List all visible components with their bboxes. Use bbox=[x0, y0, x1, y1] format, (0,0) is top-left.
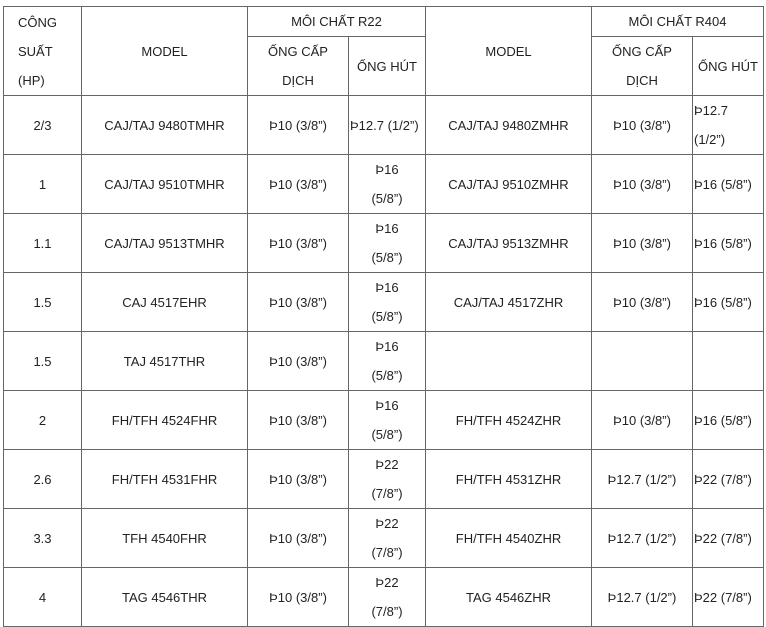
r404-supply-pipe-cell: Þ10 (3/8”) bbox=[592, 214, 693, 273]
capacity-header-line: SUẤT bbox=[18, 43, 53, 59]
r404-model-cell: CAJ/TAJ 9480ZMHR bbox=[426, 96, 592, 155]
r404-supply-pipe-cell: Þ12.7 (1/2”) bbox=[592, 509, 693, 568]
r404-suction-pipe-cell bbox=[693, 391, 764, 450]
capacity-cell: 4 bbox=[4, 568, 82, 627]
suction-pipe-line: (5/8”) bbox=[371, 309, 403, 324]
r22-supply-pipe-cell: Þ10 (3/8”) bbox=[248, 155, 349, 214]
r404-model-cell: FH/TFH 4531ZHR bbox=[426, 450, 592, 509]
suction-pipe-line: Þ22 (7/8”) bbox=[694, 530, 752, 546]
r22-model-cell: TFH 4540FHR bbox=[82, 509, 248, 568]
r404-supply-pipe-cell bbox=[592, 332, 693, 391]
suction-pipe-line: (5/8”) bbox=[371, 250, 403, 265]
r22-suction-pipe-cell bbox=[349, 332, 426, 391]
r404-supply-pipe-cell: Þ10 (3/8”) bbox=[592, 96, 693, 155]
r404-suction-pipe-cell bbox=[693, 155, 764, 214]
r22-suction-pipe-cell bbox=[349, 273, 426, 332]
suction-pipe-line: Þ16 (5/8”) bbox=[694, 176, 752, 192]
capacity-cell: 2 bbox=[4, 391, 82, 450]
suction-pipe-line: (5/8”) bbox=[371, 368, 403, 383]
r22-supply-pipe-cell: Þ10 (3/8”) bbox=[248, 509, 349, 568]
table-row bbox=[4, 332, 764, 391]
r404-model-cell: CAJ/TAJ 9510ZMHR bbox=[426, 155, 592, 214]
r22-supply-pipe-cell: Þ10 (3/8”) bbox=[248, 332, 349, 391]
r22-model-cell: CAJ/TAJ 9480TMHR bbox=[82, 96, 248, 155]
r22-model-cell: TAJ 4517THR bbox=[82, 332, 248, 391]
supply-pipe-header-line: DỊCH bbox=[626, 73, 658, 88]
r404-model-cell: FH/TFH 4540ZHR bbox=[426, 509, 592, 568]
suction-pipe-line: (7/8”) bbox=[371, 604, 403, 619]
r404-suction-pipe-cell bbox=[693, 450, 764, 509]
table-row bbox=[4, 155, 764, 214]
r404-refrigerant-header: MÔI CHẤT R404 bbox=[592, 7, 764, 37]
r22-model-cell: CAJ/TAJ 9513TMHR bbox=[82, 214, 248, 273]
r22-model-cell: FH/TFH 4524FHR bbox=[82, 391, 248, 450]
suction-pipe-line: (5/8”) bbox=[371, 191, 403, 206]
r404-supply-pipe-cell: Þ10 (3/8”) bbox=[592, 391, 693, 450]
r404-model-cell bbox=[426, 332, 592, 391]
suction-pipe-line: Þ16 (5/8”) bbox=[694, 412, 752, 428]
suction-pipe-line: Þ16 bbox=[375, 162, 399, 177]
capacity-cell: 2.6 bbox=[4, 450, 82, 509]
r22-supply-pipe-cell: Þ10 (3/8”) bbox=[248, 214, 349, 273]
suction-pipe-line: Þ22 (7/8”) bbox=[694, 471, 752, 487]
r22-supply-pipe-cell: Þ10 (3/8”) bbox=[248, 391, 349, 450]
suction-pipe-line: Þ16 (5/8”) bbox=[694, 294, 752, 310]
r22-model-cell: FH/TFH 4531FHR bbox=[82, 450, 248, 509]
r404-model-cell: TAG 4546ZHR bbox=[426, 568, 592, 627]
suction-pipe-line: Þ22 (7/8”) bbox=[694, 589, 752, 605]
r404-model-cell: CAJ/TAJ 4517ZHR bbox=[426, 273, 592, 332]
suction-pipe-line: (5/8”) bbox=[371, 427, 403, 442]
r404-model-header: MODEL bbox=[426, 7, 592, 96]
r22-model-cell: CAJ/TAJ 9510TMHR bbox=[82, 155, 248, 214]
r404-suction-pipe-cell bbox=[693, 214, 764, 273]
suction-pipe-line: (7/8”) bbox=[371, 545, 403, 560]
r22-model-cell: TAG 4546THR bbox=[82, 568, 248, 627]
suction-pipe-line: Þ16 bbox=[375, 280, 399, 295]
r404-suction-pipe-header: ỐNG HÚT bbox=[693, 37, 764, 96]
r22-supply-pipe-cell: Þ10 (3/8”) bbox=[248, 568, 349, 627]
r404-suction-pipe-cell bbox=[693, 273, 764, 332]
capacity-header bbox=[4, 7, 82, 96]
r22-supply-pipe-cell: Þ10 (3/8”) bbox=[248, 96, 349, 155]
r404-suction-pipe-cell bbox=[693, 96, 764, 155]
r404-supply-pipe-cell: Þ10 (3/8”) bbox=[592, 155, 693, 214]
table-row bbox=[4, 391, 764, 450]
r22-model-header: MODEL bbox=[82, 7, 248, 96]
r22-suction-pipe-cell bbox=[349, 96, 426, 155]
r22-supply-pipe-cell: Þ10 (3/8”) bbox=[248, 273, 349, 332]
table-row bbox=[4, 214, 764, 273]
r22-suction-pipe-cell bbox=[349, 509, 426, 568]
table-row bbox=[4, 509, 764, 568]
suction-pipe-line: Þ12.7 (1/2”) bbox=[350, 117, 419, 133]
supply-pipe-header-line: ỐNG CẤP bbox=[268, 44, 328, 59]
r22-model-cell: CAJ 4517EHR bbox=[82, 273, 248, 332]
table-row bbox=[4, 273, 764, 332]
r22-supply-pipe-header bbox=[248, 37, 349, 96]
capacity-cell: 1.5 bbox=[4, 273, 82, 332]
suction-pipe-line: Þ22 bbox=[375, 516, 399, 531]
r22-suction-pipe-header: ỐNG HÚT bbox=[349, 37, 426, 96]
r22-suction-pipe-cell bbox=[349, 391, 426, 450]
pipe-spec-table bbox=[3, 6, 764, 627]
suction-pipe-line: (7/8”) bbox=[371, 486, 403, 501]
capacity-cell: 2/3 bbox=[4, 96, 82, 155]
suction-pipe-line: Þ16 (5/8”) bbox=[694, 235, 752, 251]
suction-pipe-line: Þ22 bbox=[375, 575, 399, 590]
capacity-header-line: (HP) bbox=[18, 72, 45, 88]
suction-pipe-line: Þ16 bbox=[375, 221, 399, 236]
suction-pipe-line: Þ16 bbox=[375, 398, 399, 413]
r404-model-cell: FH/TFH 4524ZHR bbox=[426, 391, 592, 450]
suction-pipe-line: Þ12.7 bbox=[694, 103, 728, 118]
capacity-cell: 1.5 bbox=[4, 332, 82, 391]
suction-pipe-line: Þ16 bbox=[375, 339, 399, 354]
r22-suction-pipe-cell bbox=[349, 450, 426, 509]
r404-suction-pipe-cell bbox=[693, 332, 764, 391]
table-row bbox=[4, 96, 764, 155]
r404-supply-pipe-cell: Þ10 (3/8”) bbox=[592, 273, 693, 332]
capacity-cell: 3.3 bbox=[4, 509, 82, 568]
r22-suction-pipe-cell bbox=[349, 214, 426, 273]
suction-pipe-line: Þ22 bbox=[375, 457, 399, 472]
r22-refrigerant-header: MÔI CHẤT R22 bbox=[248, 7, 426, 37]
supply-pipe-header-line: DỊCH bbox=[282, 73, 314, 88]
r404-supply-pipe-header bbox=[592, 37, 693, 96]
r22-suction-pipe-cell bbox=[349, 155, 426, 214]
r404-supply-pipe-cell: Þ12.7 (1/2”) bbox=[592, 568, 693, 627]
capacity-cell: 1.1 bbox=[4, 214, 82, 273]
table-row bbox=[4, 450, 764, 509]
supply-pipe-header-line: ỐNG CẤP bbox=[612, 44, 672, 59]
r404-suction-pipe-cell bbox=[693, 509, 764, 568]
r404-supply-pipe-cell: Þ12.7 (1/2”) bbox=[592, 450, 693, 509]
capacity-header-line: CÔNG bbox=[18, 14, 57, 30]
r22-supply-pipe-cell: Þ10 (3/8”) bbox=[248, 450, 349, 509]
r404-model-cell: CAJ/TAJ 9513ZMHR bbox=[426, 214, 592, 273]
capacity-cell: 1 bbox=[4, 155, 82, 214]
suction-pipe-line: (1/2”) bbox=[694, 132, 726, 147]
